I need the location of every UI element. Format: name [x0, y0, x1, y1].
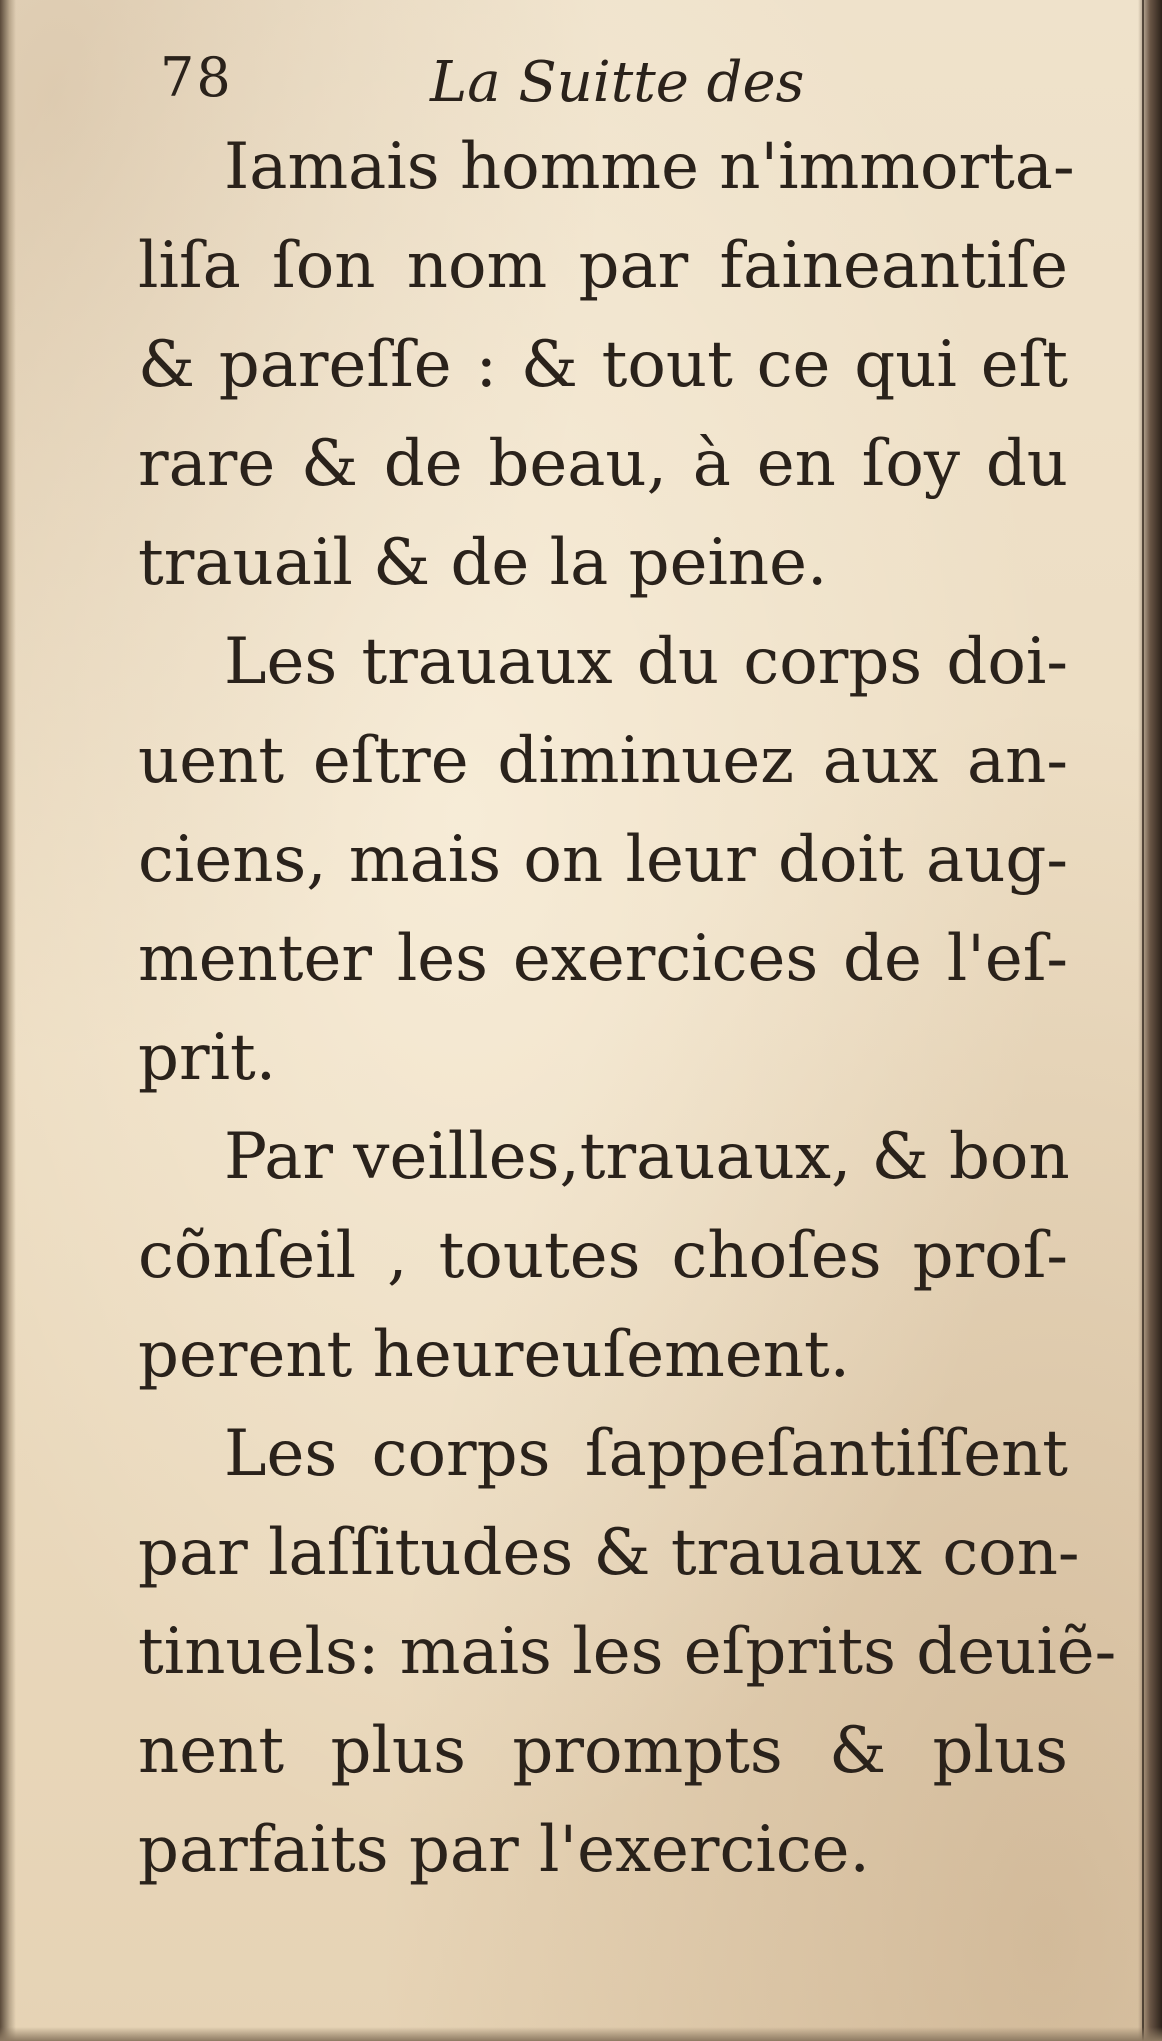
text-line: & pareſſe : & tout ce qui eſt [138, 328, 1068, 402]
text-line: perent heureuſement. [138, 1318, 850, 1392]
text-line: Iamais homme n'immorta- [224, 130, 1075, 204]
text-line: uent eſtre diminuez aux an- [138, 724, 1068, 798]
text-line: nent plus prompts & plus [138, 1714, 1068, 1788]
paragraph-1 [138, 118, 1075, 613]
text-line: cõnſeil , toutes choſes proſ- [138, 1219, 1068, 1293]
text-line: parfaits par l'exercice. [138, 1813, 870, 1887]
paragraph-2 [138, 613, 1068, 1108]
running-head: La Suitte des [430, 50, 805, 115]
paragraph-3 [138, 1108, 1068, 1405]
left-gutter-shadow [0, 0, 16, 2041]
paragraph-4 [138, 1405, 1117, 1900]
text-line: ciens, mais on leur doit aug- [138, 823, 1068, 897]
text-line: liſa ſon nom par faineantiſe [138, 229, 1068, 303]
text-line: menter les exercices de l'eſ- [138, 922, 1068, 996]
bottom-page-edge [0, 2027, 1162, 2041]
text-line: Les corps ſappeſantiſſent [224, 1417, 1068, 1491]
page-number: 78 [160, 46, 233, 109]
text-line: rare & de beau, à en ſoy du [138, 427, 1068, 501]
text-line: Les trauaux du corps doi- [224, 625, 1068, 699]
text-line: trauail & de la peine. [138, 526, 828, 600]
text-line: prit. [138, 1021, 277, 1095]
text-line: par laſſitudes & trauaux con- [138, 1516, 1080, 1590]
text-line: tinuels: mais les eſprits deuiẽ- [138, 1615, 1117, 1689]
text-block [138, 118, 1117, 1900]
text-line: Par veilles,trauaux, & bon [224, 1120, 1070, 1194]
page-edge-line [1142, 0, 1144, 2041]
